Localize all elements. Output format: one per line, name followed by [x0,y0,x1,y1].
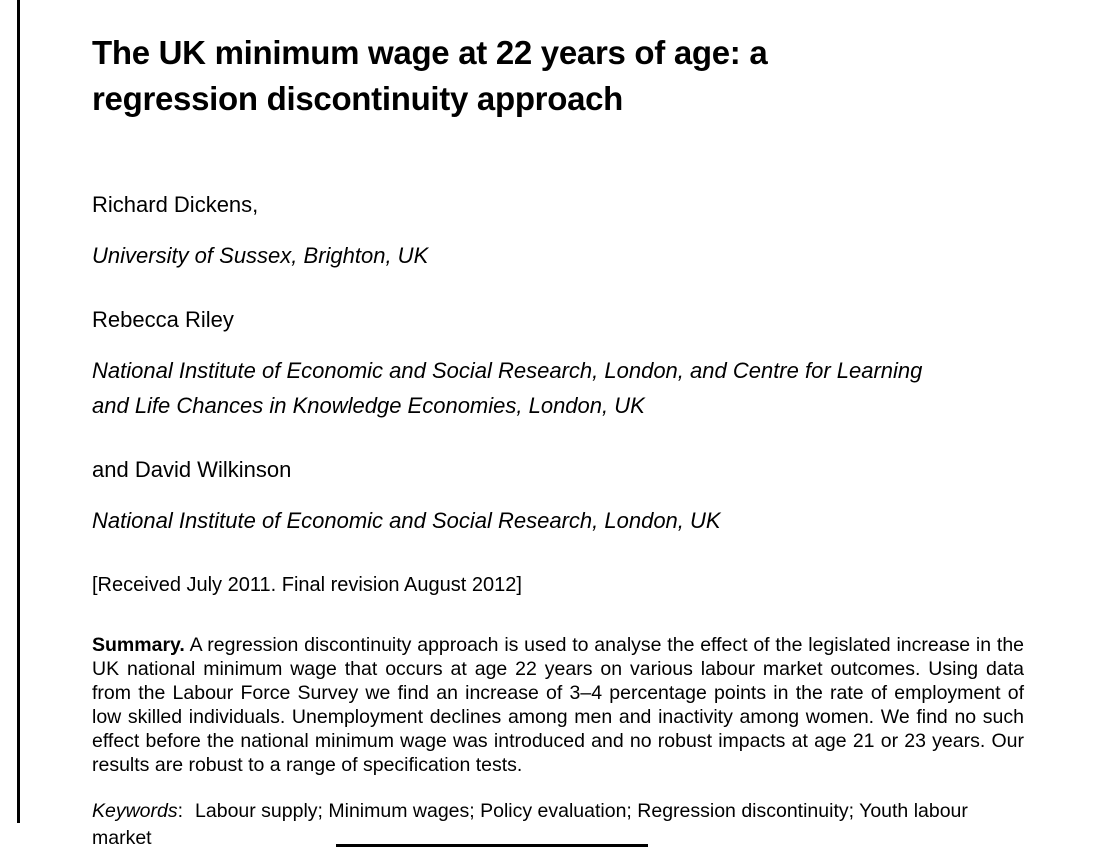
keywords-separator: : [177,800,184,822]
author-name: Rebecca Riley [92,307,234,332]
author-affiliation: National Institute of Economic and Social Research, London, UK [92,508,721,533]
author-affiliation: University of Sussex, Brighton, UK [92,243,429,268]
summary-label: Summary. [92,634,185,656]
paper-title [92,30,1024,122]
scan-artifact-vertical-line [17,0,20,823]
keywords-paragraph [92,798,1024,848]
received-note: [Received July 2011. Final revision August 2012] [92,574,522,596]
paper-title-line2: regression discontinuity approach [92,80,624,117]
scan-artifact-horizontal-line [336,844,648,847]
author-affiliation: National Institute of Economic and Social Research, London, and Centre for Learning and Life Chances in Knowledge Economies, London, UK [92,358,923,418]
keywords-label: Keywords [92,800,178,822]
author-block [92,192,1024,273]
author-list [92,192,1024,538]
author-block [92,457,1024,538]
summary-paragraph [92,633,1024,777]
author-name: Richard Dickens, [92,192,259,217]
author-block [92,307,1024,423]
keywords-text: Labour supply; Minimum wages; Policy evaluation; Regression discontinuity; Youth labour market [92,800,968,848]
paper-title-line1: The UK minimum wage at 22 years of age: a [92,34,768,71]
summary-text: A regression discontinuity approach is used to analyse the effect of the legislated increase in the UK national minimum wage that occurs at age 22 years on various labour market outcomes. Using data from the Labour Force Survey we find an increase of 3–4 percentage points in the rate of employment of low skilled individuals. Unemployment declines among men and inactivity among women. We find no such effect before the national minimum wage was introduced and no robust impacts at age 21 or 23 years. Our results are robust to a range of specification tests. [92,634,1025,776]
author-name: and David Wilkinson [92,457,292,482]
